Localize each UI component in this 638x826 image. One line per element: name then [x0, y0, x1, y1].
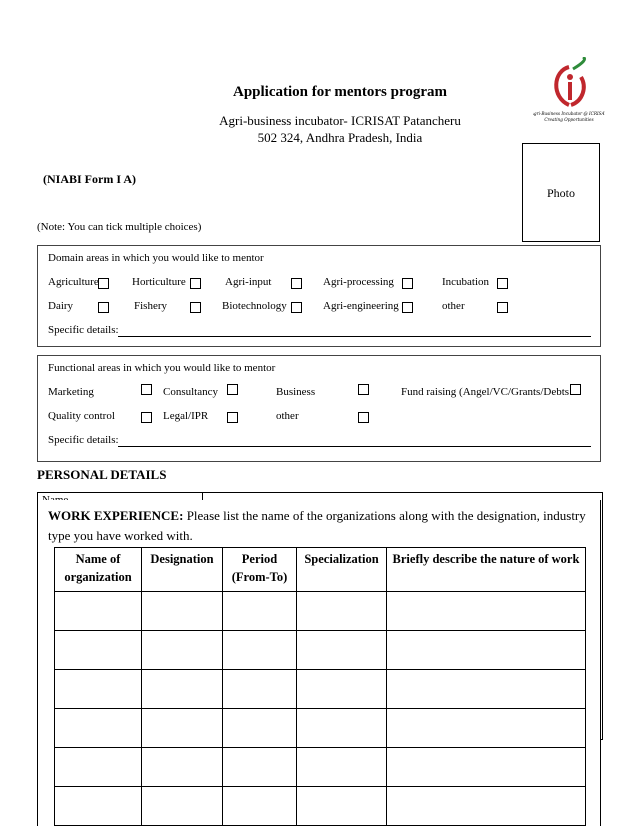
- domain-specific-details-label: Specific details:: [48, 324, 119, 336]
- table-row: [55, 670, 586, 709]
- option-agri-engineering: Agri-engineering: [323, 300, 399, 312]
- option-fishery: Fishery: [134, 300, 167, 312]
- address-line-1: Agri-business incubator- ICRISAT Patancheru: [219, 113, 461, 128]
- table-cell[interactable]: [297, 631, 387, 670]
- functional-areas-heading: Functional areas in which you would like to mentor: [48, 362, 276, 374]
- logo-text-2: Creating Opportunities: [544, 117, 594, 122]
- page-title: Application for mentors program: [232, 84, 447, 100]
- table-cell[interactable]: [297, 709, 387, 748]
- functional-specific-details-field[interactable]: [118, 446, 591, 447]
- personal-details-heading: PERSONAL DETAILS: [37, 467, 167, 482]
- table-cell[interactable]: [297, 592, 387, 631]
- table-cell[interactable]: [223, 670, 297, 709]
- option-legal-ipr: Legal/IPR: [163, 410, 209, 422]
- option-agri-processing: Agri-processing: [323, 276, 394, 288]
- table-cell[interactable]: [55, 631, 142, 670]
- option-marketing: Marketing: [48, 386, 94, 398]
- table-row: [55, 592, 586, 631]
- table-cell[interactable]: [223, 787, 297, 826]
- option-horticulture: Horticulture: [132, 276, 186, 288]
- option-incubation: Incubation: [442, 276, 490, 288]
- table-cell[interactable]: [223, 709, 297, 748]
- work-experience-rows: [55, 592, 586, 826]
- option-quality-control: Quality control: [48, 410, 115, 422]
- checkbox-quality-control[interactable]: [141, 412, 152, 423]
- col-header-specialization: Specialization: [297, 548, 387, 592]
- icrisat-logo: [533, 57, 605, 127]
- table-cell[interactable]: [223, 631, 297, 670]
- checkbox-biotechnology[interactable]: [291, 302, 302, 313]
- option-consultancy: Consultancy: [163, 386, 218, 398]
- col-header-nature-of-work: Briefly describe the nature of work: [387, 548, 586, 592]
- work-experience-title: WORK EXPERIENCE:: [48, 508, 184, 523]
- table-cell[interactable]: [142, 709, 223, 748]
- option-biotechnology: Biotechnology: [222, 300, 287, 312]
- table-cell[interactable]: [223, 748, 297, 787]
- option-other: other: [442, 300, 465, 312]
- checkbox-marketing[interactable]: [141, 384, 152, 395]
- table-cell[interactable]: [142, 631, 223, 670]
- option-agri-input: Agri-input: [225, 276, 272, 288]
- table-cell[interactable]: [55, 709, 142, 748]
- col-header-period: Period (From-To): [223, 548, 297, 592]
- table-cell[interactable]: [387, 592, 586, 631]
- checkbox-business[interactable]: [358, 384, 369, 395]
- address-line-2: 502 324, Andhra Pradesh, India: [257, 130, 423, 145]
- table-cell[interactable]: [55, 670, 142, 709]
- work-experience-instructions: Please list the name of the organizations along with the designation, industry type you have worked with.: [48, 508, 586, 543]
- logo-mark-icon: [533, 57, 605, 127]
- checkbox-incubation[interactable]: [497, 278, 508, 289]
- table-cell[interactable]: [142, 670, 223, 709]
- checkbox-legal-ipr[interactable]: [227, 412, 238, 423]
- form-id: (NIABI Form I A): [43, 172, 136, 186]
- option-agriculture: Agriculture: [48, 276, 99, 288]
- table-row: [55, 709, 586, 748]
- table-cell[interactable]: [297, 787, 387, 826]
- checkbox-other[interactable]: [497, 302, 508, 313]
- option-business: Business: [276, 386, 316, 398]
- functional-specific-details-label: Specific details:: [48, 434, 119, 446]
- domain-areas-heading: Domain areas in which you would like to mentor: [48, 252, 264, 264]
- photo-label: Photo: [546, 186, 575, 200]
- table-cell[interactable]: [297, 748, 387, 787]
- table-cell[interactable]: [142, 748, 223, 787]
- checkbox-consultancy[interactable]: [227, 384, 238, 395]
- table-cell[interactable]: [297, 670, 387, 709]
- note: (Note: You can tick multiple choices): [37, 221, 202, 233]
- table-cell[interactable]: [142, 787, 223, 826]
- work-experience-heading: [48, 506, 593, 546]
- work-experience-table: [54, 547, 586, 826]
- checkbox-agriculture[interactable]: [98, 278, 109, 289]
- table-cell[interactable]: [387, 709, 586, 748]
- col-header-designation: Designation: [142, 548, 223, 592]
- table-cell[interactable]: [387, 631, 586, 670]
- table-cell[interactable]: [387, 787, 586, 826]
- col-header-organization: Name of organization: [55, 548, 142, 592]
- table-row: [55, 631, 586, 670]
- checkbox-agri-engineering[interactable]: [402, 302, 413, 313]
- checkbox-agri-processing[interactable]: [402, 278, 413, 289]
- functional-areas-box: [37, 355, 601, 462]
- checkbox-agri-input[interactable]: [291, 278, 302, 289]
- table-cell[interactable]: [55, 787, 142, 826]
- option-dairy: Dairy: [48, 300, 74, 312]
- table-cell[interactable]: [387, 748, 586, 787]
- table-row: [55, 748, 586, 787]
- table-cell[interactable]: [387, 670, 586, 709]
- table-cell[interactable]: [223, 592, 297, 631]
- table-cell[interactable]: [142, 592, 223, 631]
- domain-areas-box: [37, 245, 601, 347]
- checkbox-horticulture[interactable]: [190, 278, 201, 289]
- table-row: [55, 787, 586, 826]
- table-cell[interactable]: [55, 748, 142, 787]
- logo-text-1: Agri-Business Incubator @ ICRISAT: [533, 111, 605, 116]
- checkbox-fund-raising[interactable]: [570, 384, 581, 395]
- table-cell[interactable]: [55, 592, 142, 631]
- domain-specific-details-field[interactable]: [118, 336, 591, 337]
- option-fund-raising: Fund raising (Angel/VC/Grants/Debts: [401, 386, 570, 398]
- checkbox-other-functional[interactable]: [358, 412, 369, 423]
- checkbox-fishery[interactable]: [190, 302, 201, 313]
- checkbox-dairy[interactable]: [98, 302, 109, 313]
- option-other-functional: other: [276, 410, 299, 422]
